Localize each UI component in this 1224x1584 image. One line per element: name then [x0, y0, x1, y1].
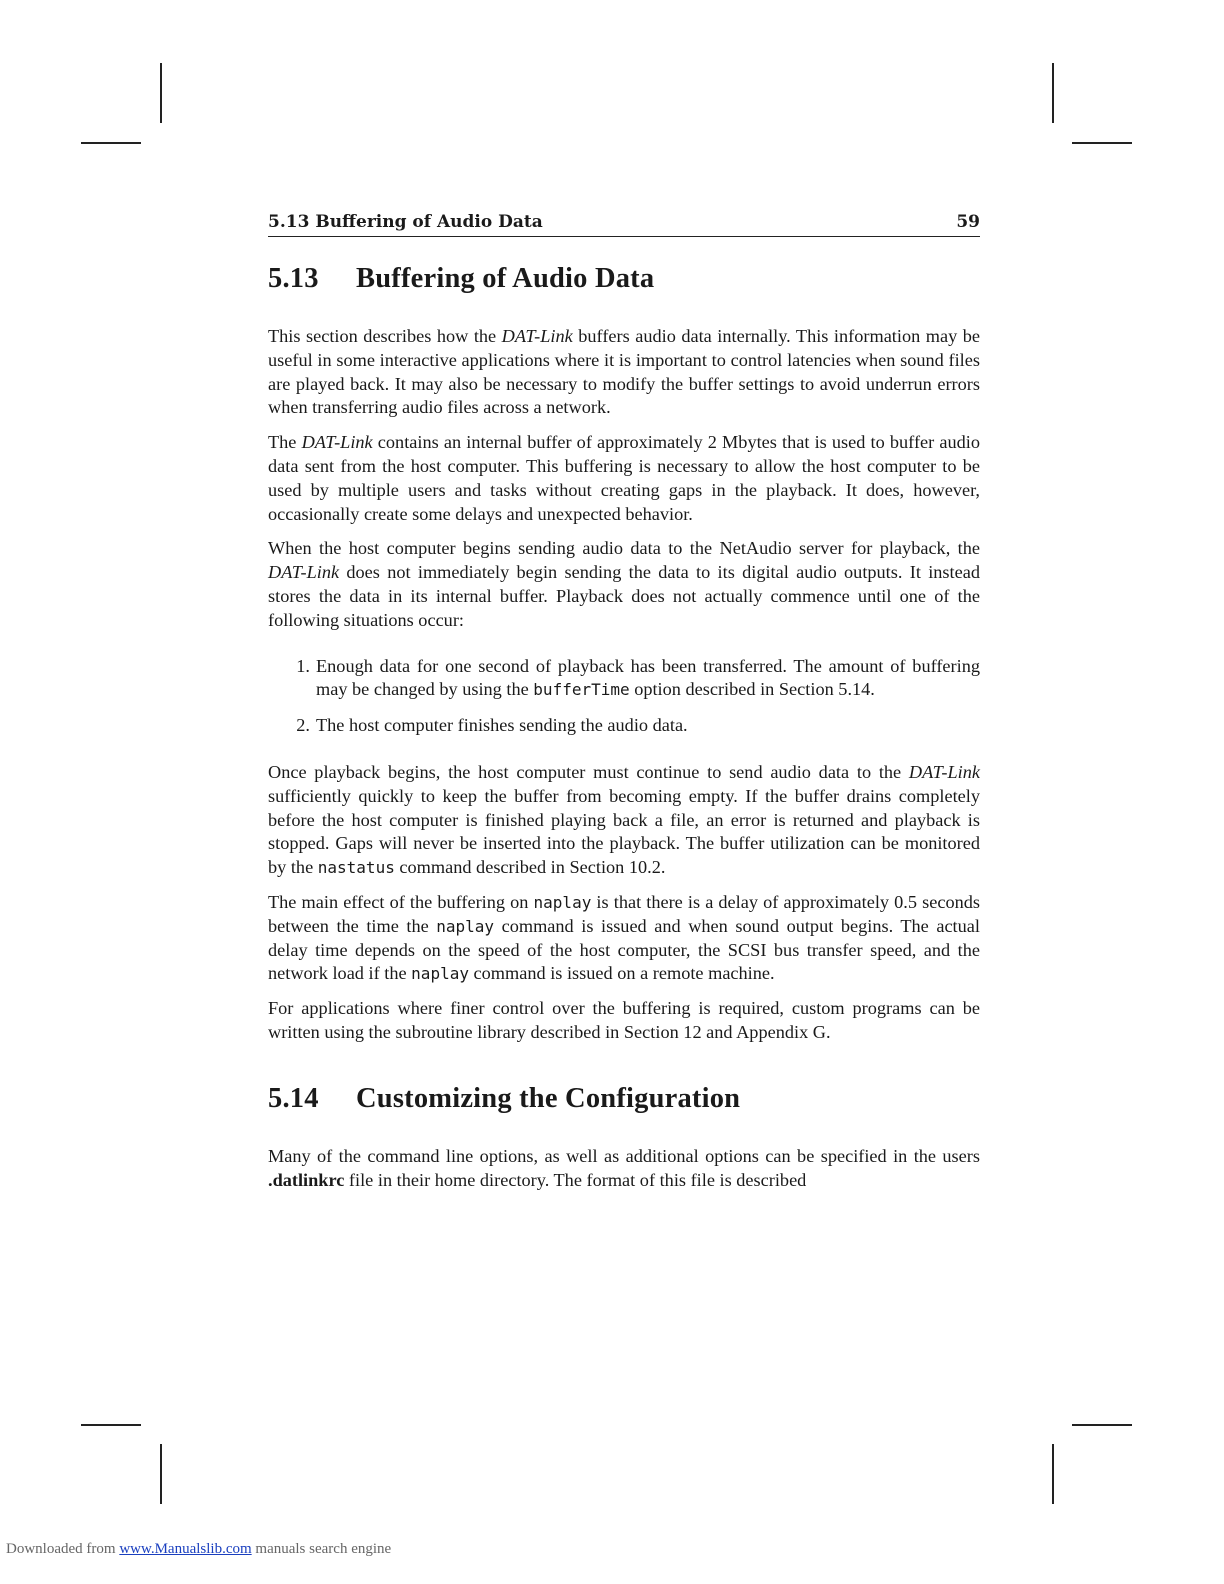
- crop-mark-bottom-left-vertical: [160, 1444, 162, 1504]
- text-run: command is issued on a remote machine.: [468, 963, 775, 984]
- crop-mark-top-left-vertical: [160, 63, 162, 123]
- paragraph-7: [268, 1145, 980, 1193]
- text-run: The host computer finishes sending the audio data.: [316, 715, 688, 736]
- product-name: DAT-Link: [908, 761, 980, 782]
- list-marker: 2.: [296, 715, 310, 736]
- section-heading-5-13: [268, 263, 980, 295]
- text-run: This section describes how the: [268, 326, 502, 346]
- text-run: does not immediately begin sending the data to its digital audio outputs. It instead stores the data in its internal buffer. Playback does not actually commence until one of the following situations occur:: [268, 562, 980, 630]
- text-run: is that there is a delay of approximately 0.5 seconds between the time the: [268, 891, 980, 936]
- text-run: When the host computer begins sending audio data to the NetAudio server for playback, the: [268, 538, 980, 559]
- product-name: DAT-Link: [268, 562, 340, 583]
- section-number: 5.13: [268, 263, 319, 294]
- running-head: [268, 212, 980, 237]
- crop-mark-top-right-vertical: [1052, 63, 1054, 123]
- crop-mark-bottom-right-vertical: [1052, 1444, 1054, 1504]
- numbered-list: [268, 655, 980, 738]
- list-item-text: [316, 714, 980, 738]
- paragraph-1: [268, 325, 980, 420]
- text-run: sufficiently quickly to keep the buffer from becoming empty. If the buffer drains completely before the host computer is finished playing back a file, an error is returned and playback is stopped. Gaps will never be inserted into the playback. The buffer utilization can be monitored by the: [268, 785, 980, 878]
- code-text: naplay: [411, 964, 469, 984]
- paragraph-3: [268, 537, 980, 632]
- text-run: The main effect of the buffering on: [268, 891, 534, 912]
- crop-mark-top-left-horizontal: [81, 142, 141, 144]
- footer-prefix: Downloaded from: [6, 1541, 120, 1557]
- list-marker: 1.: [296, 655, 310, 676]
- list-item: [268, 714, 980, 738]
- section-heading-5-14: [268, 1083, 980, 1115]
- code-text: nastatus: [317, 858, 395, 878]
- text-run: contains an internal buffer of approximately 2 Mbytes that is used to buffer audio data sent from the host computer. This buffering is necessary to allow the host computer to be used by multiple users and tasks without creating gaps in the playback. It does, however, occasionally create some delays and unexpected behavior.: [268, 432, 980, 524]
- footer: [6, 1541, 391, 1558]
- section-title: Buffering of Audio Data: [356, 263, 655, 294]
- paragraph-5: [268, 891, 980, 986]
- code-text: bufferTime: [533, 680, 630, 700]
- page-body: [268, 212, 980, 1203]
- text-run: Once playback begins, the host computer must continue to send audio data to the: [268, 761, 909, 782]
- crop-mark-bottom-right-horizontal: [1072, 1424, 1132, 1426]
- text-run: file in their home directory. The format of this file is described: [344, 1169, 807, 1190]
- list-item-text: [316, 655, 980, 703]
- text-run: Many of the command line options, as well as additional options can be specified in the users: [268, 1145, 980, 1166]
- page-number: 59: [956, 212, 980, 232]
- text-run: The: [268, 432, 302, 453]
- product-name: DAT-Link: [501, 326, 573, 346]
- crop-mark-top-right-horizontal: [1072, 142, 1132, 144]
- product-name: DAT-Link: [301, 432, 373, 453]
- text-run: Enough data for one second of playback has been transferred. The amount of buffering may be changed by using the: [316, 655, 980, 700]
- code-text: naplay: [533, 892, 592, 912]
- footer-suffix: manuals search engine: [251, 1541, 392, 1557]
- manualslib-link[interactable]: www.Manualslib.com: [119, 1541, 252, 1557]
- crop-mark-bottom-left-horizontal: [81, 1424, 141, 1426]
- text-run: buffers audio data internally. This information may be useful in some interactive applications where it is important to control latencies when sound files are played back. It may also be necessary to modify the buffer settings to avoid underrun errors when transferring audio files across a network.: [268, 326, 980, 418]
- code-text: naplay: [436, 916, 495, 936]
- file-name: .datlinkrc: [268, 1169, 345, 1190]
- text-run: command described in Section 10.2.: [394, 857, 666, 878]
- text-run: command is issued and when sound output begins. The actual delay time depends on the speed of the host computer, the SCSI bus transfer speed, and the network load if the: [268, 915, 980, 984]
- text-run: option described in Section 5.14.: [629, 679, 875, 700]
- section-title: Customizing the Configuration: [356, 1082, 741, 1114]
- running-head-title: 5.13 Buffering of Audio Data: [268, 212, 543, 232]
- paragraph-6: For applications where finer control over the buffering is required, custom programs can be written using the subroutine library described in Section 12 and Appendix G.: [268, 998, 980, 1042]
- list-item: [268, 655, 980, 703]
- section-number: 5.14: [268, 1082, 319, 1114]
- paragraph-2: [268, 431, 980, 526]
- paragraph-4: [268, 761, 980, 880]
